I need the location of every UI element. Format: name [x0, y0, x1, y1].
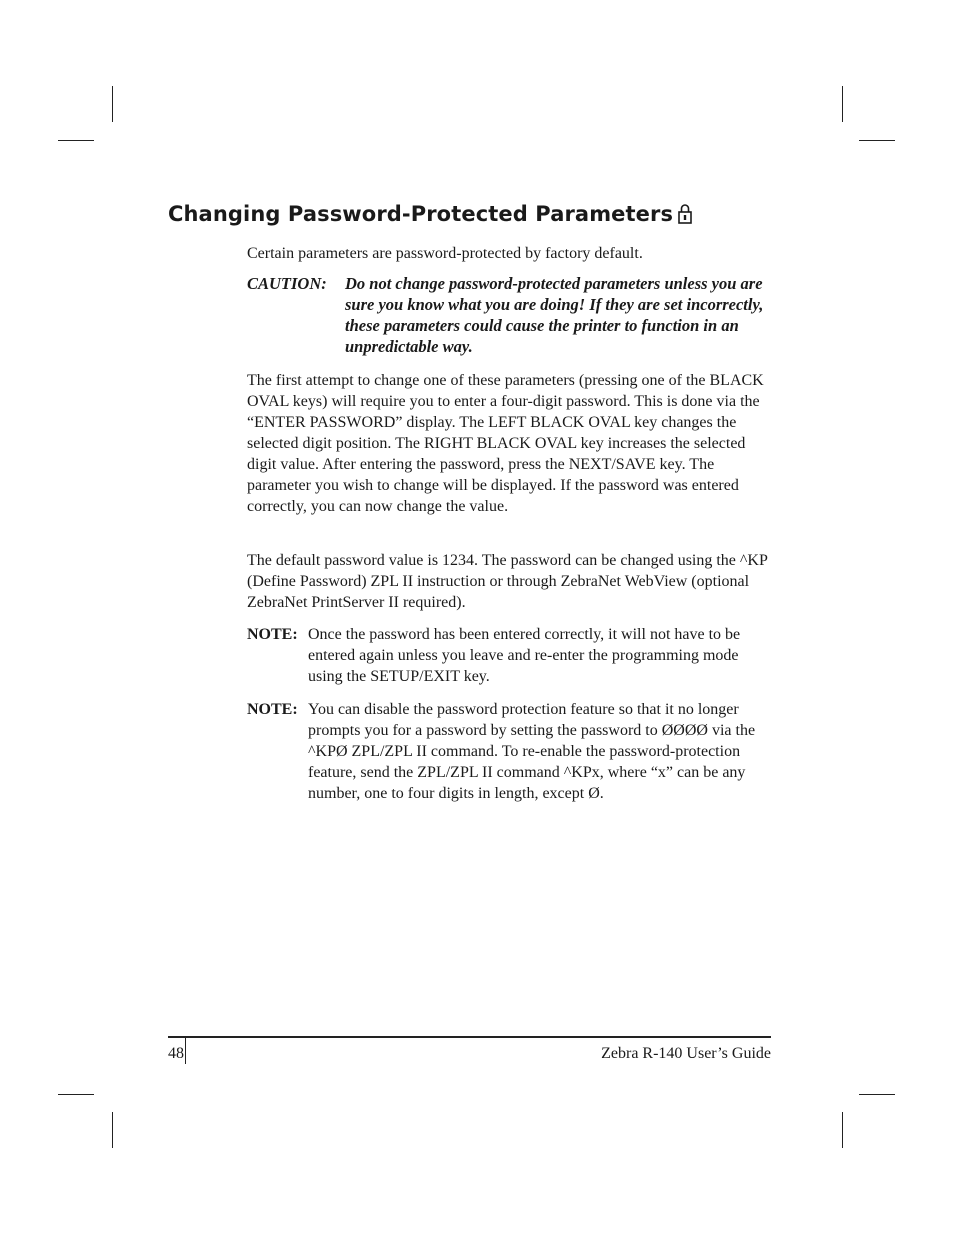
footer-rule-tick	[185, 1036, 186, 1064]
crop-mark-top-right-h	[859, 140, 895, 141]
note-block-2	[247, 699, 777, 804]
crop-mark-top-left-v	[112, 86, 113, 122]
paragraph-password-entry	[247, 370, 777, 517]
lock-icon	[678, 203, 692, 225]
section-heading-text: Changing Password-Protected Parameters	[168, 202, 674, 226]
section-heading	[168, 202, 692, 226]
footer-rule	[168, 1036, 771, 1038]
crop-mark-bottom-right-v	[842, 1112, 843, 1148]
caution-label: CAUTION:	[247, 274, 327, 293]
crop-mark-bottom-left-v	[112, 1112, 113, 1148]
crop-mark-top-left-h	[58, 140, 94, 141]
paragraph-default-password-text: The default password value is 1234. The password can be changed using the ^KP (Define Password) ZPL II instruction or through ZebraNet WebView (optional ZebraNet PrintServer II required).	[247, 552, 768, 611]
intro-text: Certain parameters are password-protected by factory default.	[247, 245, 643, 262]
paragraph-default-password	[247, 550, 777, 613]
crop-mark-bottom-right-h	[859, 1094, 895, 1095]
note-text-2: You can disable the password protection feature so that it no longer prompts you for a password by setting the password to ØØØØ via the ^KPØ ZPL/ZPL II command. To re-enable the password-protection feature, send the ZPL/ZPL II command ^KPx, where “x” can be any number, one to four digits in length, except Ø.	[308, 701, 756, 802]
caution-block	[247, 273, 777, 357]
footer-guide-title: Zebra R-140 User’s Guide	[601, 1045, 771, 1062]
paragraph-password-entry-text: The first attempt to change one of these parameters (pressing one of the BLACK OVAL keys) will require you to enter a four-digit password. This is done via the “ENTER PASSWORD” display. The LEFT BLACK OVAL key changes the selected digit position. The RIGHT BLACK OVAL key increases the selected digit value. After entering the password, press the NEXT/SAVE key. The parameter you wish to change will be displayed. If the password was entered correctly, you can now change the value.	[247, 372, 764, 515]
intro-paragraph	[247, 243, 777, 264]
page-number: 48	[168, 1045, 184, 1062]
note-block-1	[247, 624, 777, 687]
note-label-1: NOTE:	[247, 626, 298, 643]
note-text-1: Once the password has been entered correctly, it will not have to be entered again unless you leave and re-enter the programming mode using the SETUP/EXIT key.	[308, 626, 741, 685]
note-label-2: NOTE:	[247, 701, 298, 718]
crop-mark-bottom-left-h	[58, 1094, 94, 1095]
crop-mark-top-right-v	[842, 86, 843, 122]
caution-text: Do not change password-protected parameters unless you are sure you know what you are doing! If they are set incorrectly, these parameters could cause the printer to function in an unpredictable way.	[345, 274, 764, 356]
